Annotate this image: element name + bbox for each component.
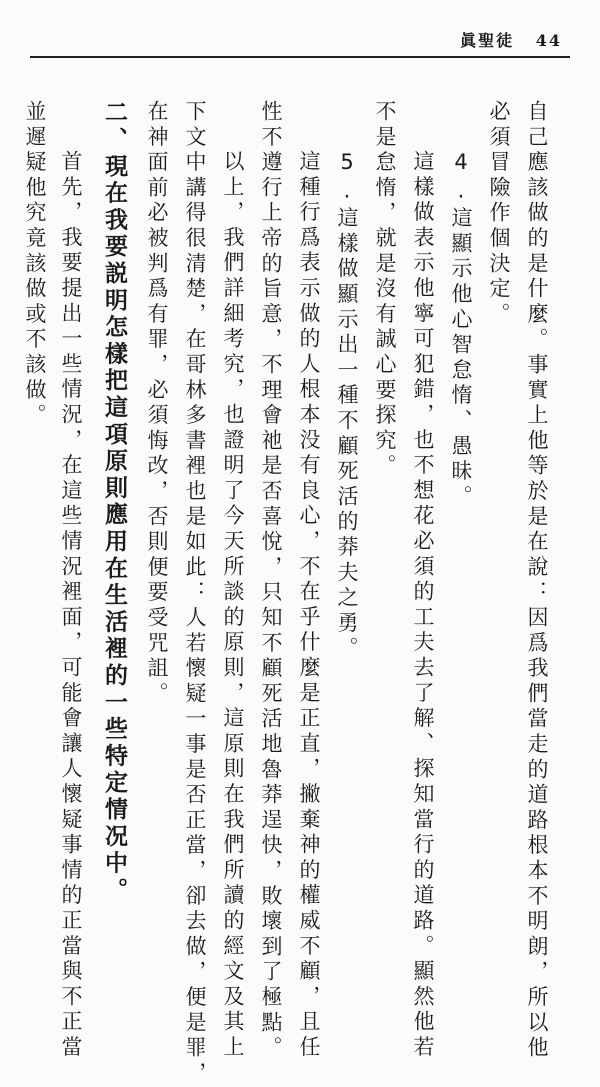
- text-column-14: 並遲疑他究竟該做或不該做。: [23, 100, 47, 429]
- text-column-11: 在神面前必被判爲有罪，必須悔改，否則便要受咒詛。: [145, 100, 169, 708]
- text-column-6: 5.這樣做顯示出一種不顧死活的莽夫之勇。: [335, 150, 359, 662]
- text-column-4: 這樣做表示他寧可犯錯，也不想花必須的工夫去了解、探知當行的道路。顯然他若: [411, 150, 435, 1061]
- text-column-2: 必須冒險作個決定。: [487, 100, 511, 328]
- text-column-7: 這種行爲表示做的人根本没有良心，不在乎什麼是正直，撇棄神的權威不顧，且任: [297, 150, 321, 1061]
- section-heading: 二、現在我要説明怎樣把這項原則應用在生活裡的一些特定情况中。: [101, 100, 127, 904]
- text-column-13: 首先，我要提出一些情況，在這些情況裡面，可能會讓人懷疑事情的正當與不正當: [59, 150, 83, 1061]
- page-number: 44: [535, 31, 562, 50]
- text-column-9: 以上，我們詳細考究，也證明了今天所談的原則，這原則在我們所讀的經文及其上: [221, 150, 245, 1061]
- running-title: 眞聖徒: [460, 31, 515, 50]
- text-column-10: 下文中講得很清楚，在哥林多書裡也是如此：人若懷疑一事是否正當，卻去做，便是罪，: [183, 100, 207, 1087]
- text-column-8: 性不遵行上帝的旨意，不理會祂是否喜悅，只知不顧死活地魯莽逞快，敗壞到了極點。: [259, 100, 283, 1062]
- running-header: [460, 28, 562, 51]
- text-column-5: 不是怠惰，就是沒有誠心要探究。: [373, 100, 397, 480]
- header-rule: [30, 56, 570, 58]
- text-column-1: 自己應該做的是什麼。事實上他等於是在說：因爲我們當走的道路根本不明朗，所以他: [525, 100, 549, 1062]
- text-column-3: 4.這顯示他心智怠惰、愚昧。: [449, 150, 473, 511]
